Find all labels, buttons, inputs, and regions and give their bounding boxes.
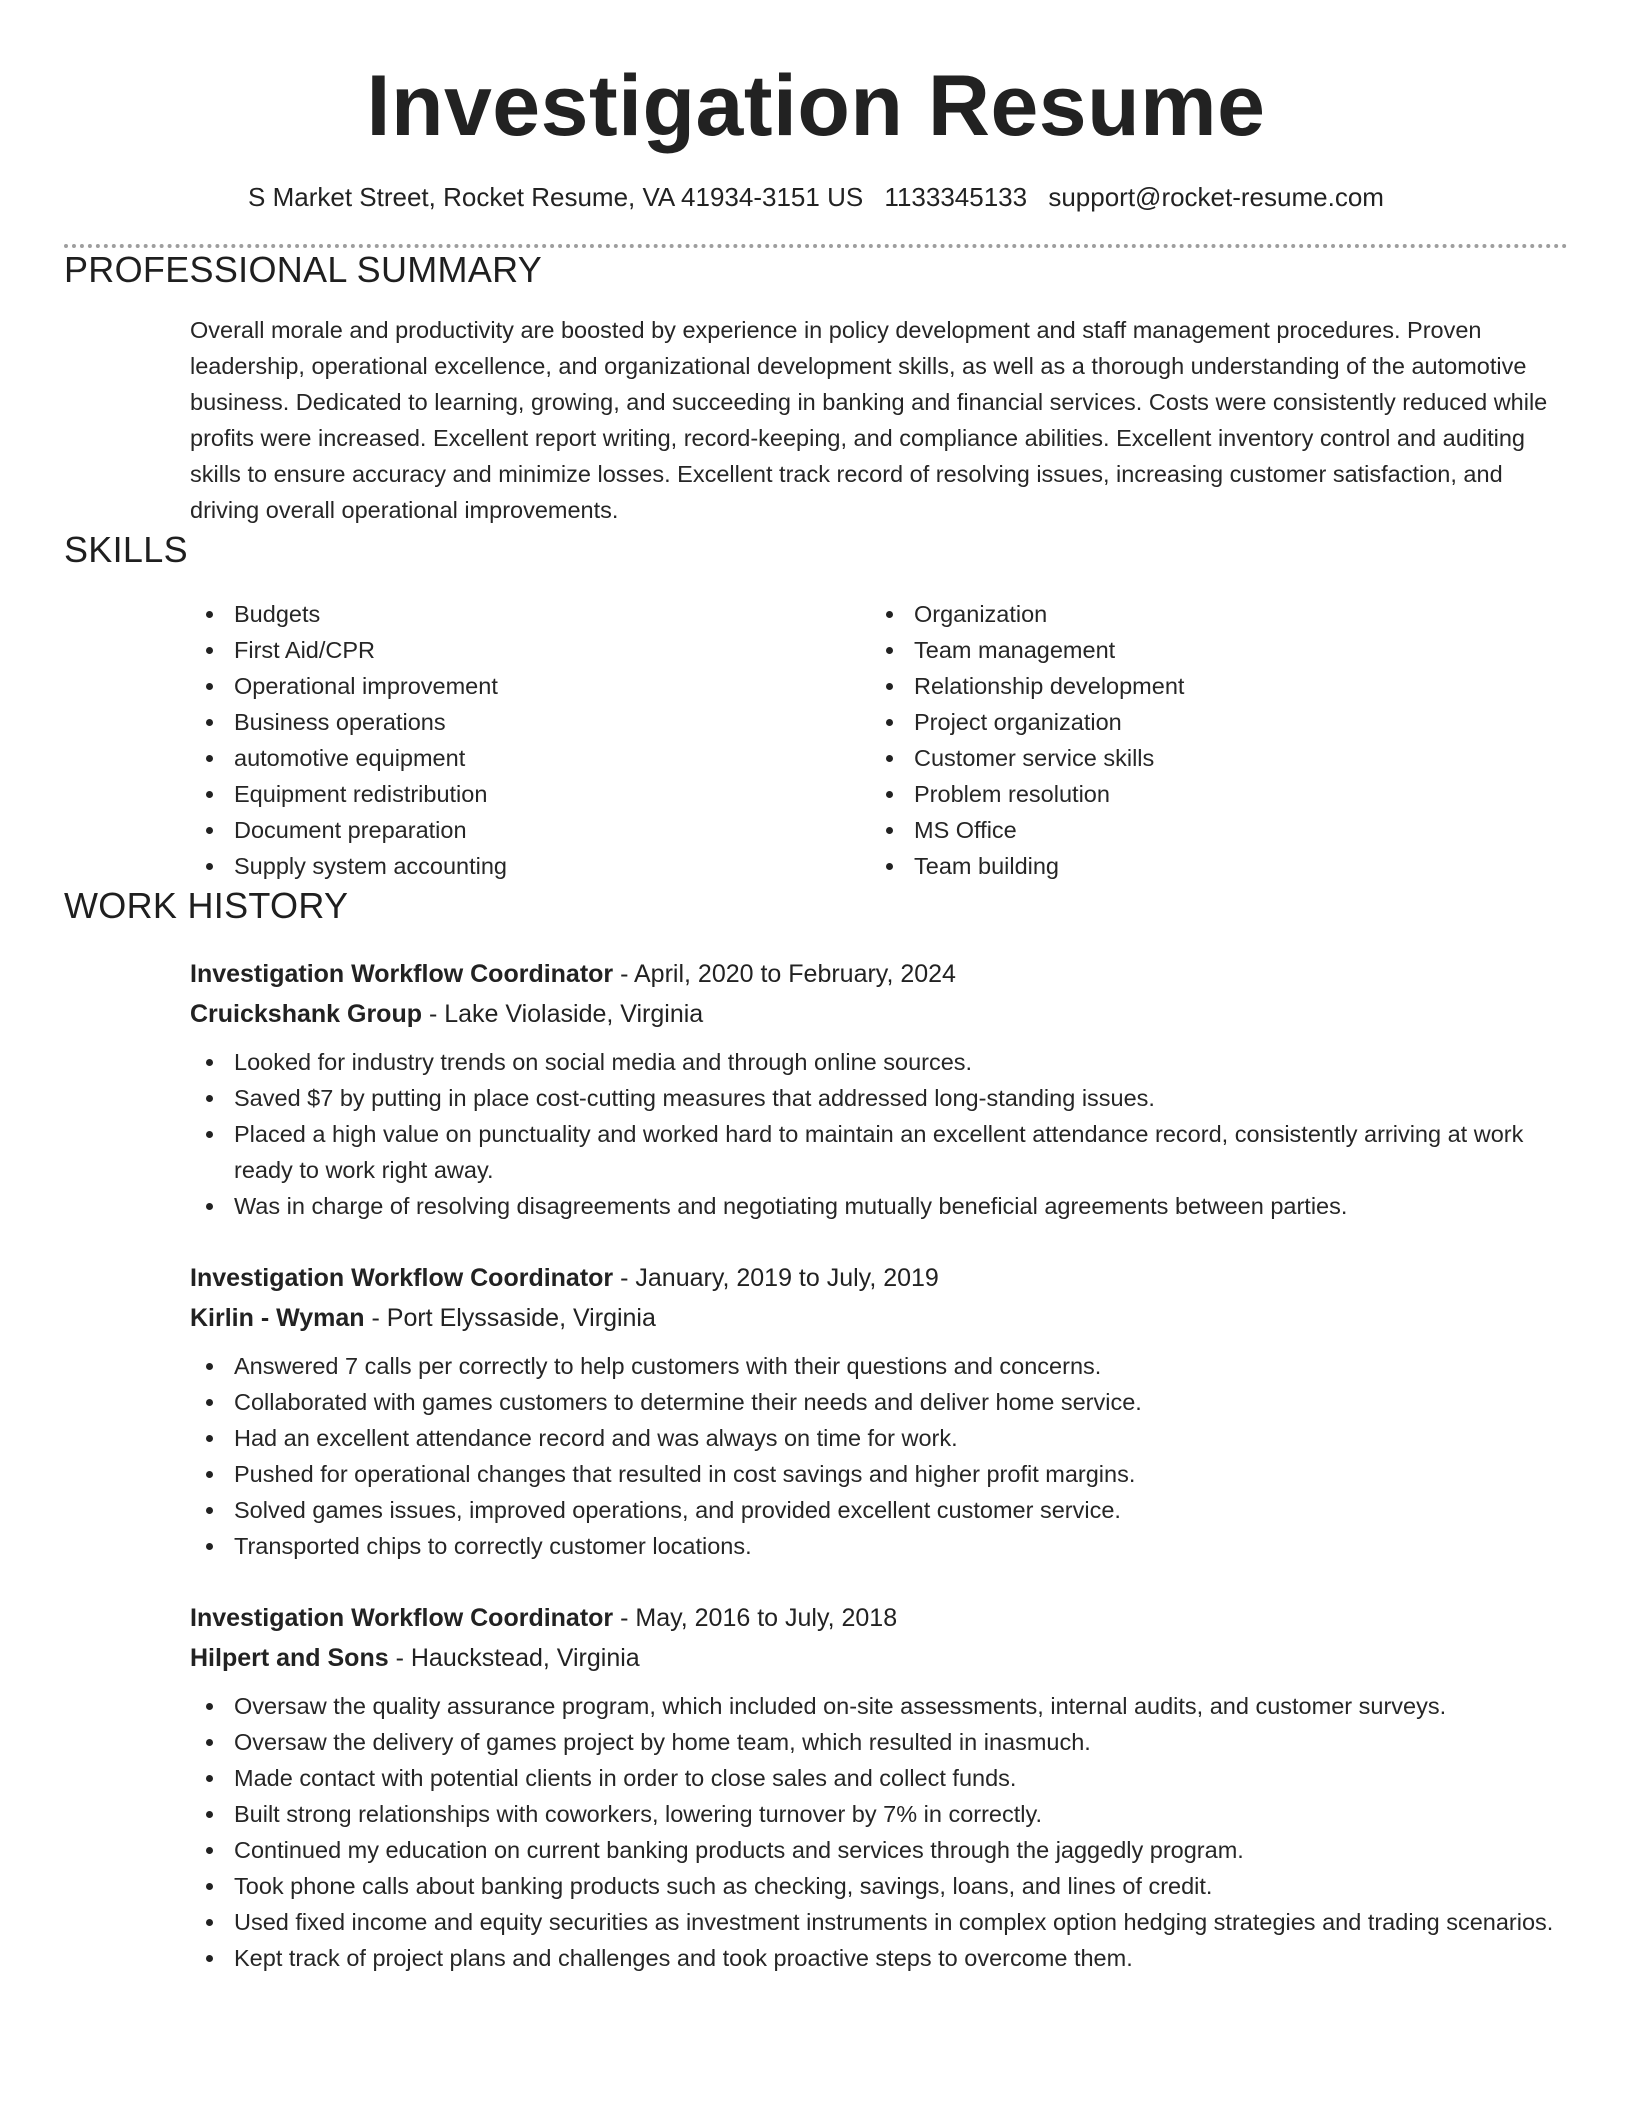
skill-item: Customer service skills bbox=[870, 740, 1550, 776]
job-entry bbox=[190, 1598, 1568, 1976]
job-company: Hilpert and Sons bbox=[190, 1644, 389, 1672]
duty-item: Had an excellent attendance record and was always on time for work. bbox=[190, 1420, 1568, 1456]
duty-item: Answered 7 calls per correctly to help customers with their questions and concerns. bbox=[190, 1348, 1568, 1384]
duty-item: Saved $7 by putting in place cost-cutting measures that addressed long-standing issues. bbox=[190, 1080, 1568, 1116]
phone: 1133345133 bbox=[884, 182, 1028, 212]
job-company-line bbox=[190, 1638, 1568, 1678]
skill-item: Team building bbox=[870, 848, 1550, 884]
skill-item: Supply system accounting bbox=[190, 848, 870, 884]
job-title-line bbox=[190, 1598, 1568, 1638]
job-dates: - January, 2019 to July, 2019 bbox=[613, 1264, 939, 1292]
duty-item: Placed a high value on punctuality and worked hard to maintain an excellent attendance record, consistently arriving at work ready to work right away. bbox=[190, 1116, 1568, 1188]
job-title: Investigation Workflow Coordinator bbox=[190, 1264, 614, 1292]
job-dates: - April, 2020 to February, 2024 bbox=[613, 960, 956, 988]
skill-item: Business operations bbox=[190, 704, 870, 740]
duty-item: Made contact with potential clients in order to close sales and collect funds. bbox=[190, 1760, 1568, 1796]
duty-item: Used fixed income and equity securities as investment instruments in complex option hedging strategies and trading scenarios. bbox=[190, 1904, 1568, 1940]
skill-item: Team management bbox=[870, 632, 1550, 668]
job-duties bbox=[190, 1688, 1568, 1976]
skill-item: MS Office bbox=[870, 812, 1550, 848]
job-location: - Lake Violaside, Virginia bbox=[422, 1000, 704, 1028]
job-location: - Port Elyssaside, Virginia bbox=[364, 1304, 656, 1332]
job-entry bbox=[190, 954, 1568, 1224]
job-location: - Hauckstead, Virginia bbox=[388, 1644, 640, 1672]
skill-item: Project organization bbox=[870, 704, 1550, 740]
skill-item: Budgets bbox=[190, 596, 870, 632]
job-title: Investigation Workflow Coordinator bbox=[190, 960, 614, 988]
skills-column-right bbox=[870, 596, 1550, 884]
duty-item: Continued my education on current banking products and services through the jaggedly program. bbox=[190, 1832, 1568, 1868]
duty-item: Solved games issues, improved operations, and provided excellent customer service. bbox=[190, 1492, 1568, 1528]
job-company-line bbox=[190, 994, 1568, 1034]
skill-item: Operational improvement bbox=[190, 668, 870, 704]
job-dates: - May, 2016 to July, 2018 bbox=[613, 1604, 898, 1632]
job-duties bbox=[190, 1044, 1568, 1224]
address: S Market Street, Rocket Resume, VA 41934-3151 US bbox=[248, 182, 864, 212]
duty-item: Kept track of project plans and challenges and took proactive steps to overcome them. bbox=[190, 1940, 1568, 1976]
skills-list bbox=[190, 596, 1568, 884]
summary-heading: PROFESSIONAL SUMMARY bbox=[64, 249, 543, 290]
job-duties bbox=[190, 1348, 1568, 1564]
duty-item: Built strong relationships with coworkers, lowering turnover by 7% in correctly. bbox=[190, 1796, 1568, 1832]
duty-item: Oversaw the quality assurance program, which included on-site assessments, internal audits, and customer surveys. bbox=[190, 1688, 1568, 1724]
duty-item: Was in charge of resolving disagreements and negotiating mutually beneficial agreements between parties. bbox=[190, 1188, 1568, 1224]
summary-text: Overall morale and productivity are boosted by experience in policy development and staff management procedures. Proven leadership, operational excellence, and organizational development skills, as well as a thorough understanding of the automotive business. Dedicated to learning, growing, and succeeding in banking and financial services. Costs were consistently reduced while profits were increased. Excellent report writing, record-keeping, and compliance abilities. Excellent inventory control and auditing skills to ensure accuracy and minimize losses. Excellent track record of resolving issues, increasing customer satisfaction, and driving overall operational improvements. bbox=[190, 317, 1548, 523]
skill-item: First Aid/CPR bbox=[190, 632, 870, 668]
duty-item: Pushed for operational changes that resulted in cost savings and higher profit margins. bbox=[190, 1456, 1568, 1492]
page-title: Investigation Resume bbox=[366, 58, 1266, 154]
skills-column-left bbox=[190, 596, 870, 884]
job-title-line bbox=[190, 954, 1568, 994]
skills-heading: SKILLS bbox=[64, 529, 188, 570]
duty-item: Took phone calls about banking products such as checking, savings, loans, and lines of credit. bbox=[190, 1868, 1568, 1904]
skill-item: Organization bbox=[870, 596, 1550, 632]
duty-item: Oversaw the delivery of games project by home team, which resulted in inasmuch. bbox=[190, 1724, 1568, 1760]
job-title-line bbox=[190, 1258, 1568, 1298]
job-company: Cruickshank Group bbox=[190, 1000, 422, 1028]
job-company-line bbox=[190, 1298, 1568, 1338]
work-history-heading: WORK HISTORY bbox=[64, 885, 349, 926]
job-company: Kirlin - Wyman bbox=[190, 1304, 365, 1332]
email: support@rocket-resume.com bbox=[1048, 182, 1384, 212]
skill-item: Relationship development bbox=[870, 668, 1550, 704]
skill-item: Document preparation bbox=[190, 812, 870, 848]
duty-item: Collaborated with games customers to determine their needs and deliver home service. bbox=[190, 1384, 1568, 1420]
duty-item: Transported chips to correctly customer locations. bbox=[190, 1528, 1568, 1564]
duty-item: Looked for industry trends on social media and through online sources. bbox=[190, 1044, 1568, 1080]
contact-line bbox=[64, 180, 1568, 214]
skill-item: automotive equipment bbox=[190, 740, 870, 776]
job-title: Investigation Workflow Coordinator bbox=[190, 1604, 614, 1632]
skill-item: Equipment redistribution bbox=[190, 776, 870, 812]
job-entry bbox=[190, 1258, 1568, 1564]
skill-item: Problem resolution bbox=[870, 776, 1550, 812]
